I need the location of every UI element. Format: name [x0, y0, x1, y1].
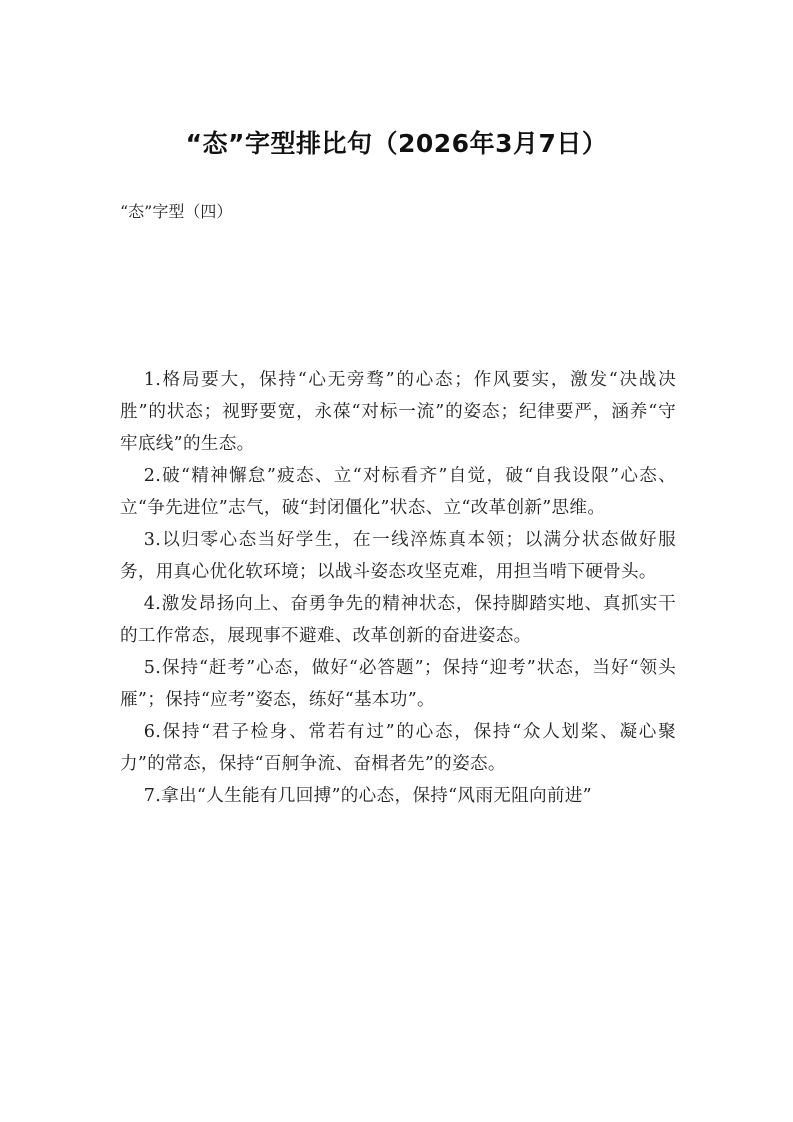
document-subtitle: “态”字型（四）: [120, 202, 233, 221]
document-title: “态”字型排比句（2026年3月7日）: [185, 129, 608, 158]
paragraph-6: 6.保持“君子检身、常若有过”的心态，保持“众人划桨、凝心聚力”的常态，保持“百舸争流、奋楫者先”的姿态。: [120, 722, 676, 774]
paragraph-5: 5.保持“赶考”心态，做好“必答题”；保持“迎考”状态，当好“领头雁”；保持“应考”姿态，练好“基本功”。: [120, 658, 676, 710]
paragraph-4: 4.激发昂扬向上、奋勇争先的精神状态，保持脚踏实地、真抓实干的工作常态，展现事不避难、改革创新的奋进姿态。: [120, 594, 676, 646]
paragraph-3: 3.以归零心态当好学生，在一线淬炼真本领；以满分状态做好服务，用真心优化软环境；以战斗姿态攻坚克难，用担当啃下硬骨头。: [120, 530, 676, 582]
paragraph-7: 7.拿出“人生能有几回搏”的心态，保持“风雨无阻向前进”: [143, 786, 592, 806]
document-body: [120, 364, 676, 812]
paragraph-2: 2.破“精神懈怠”疲态、立“对标看齐”自觉，破“自我设限”心态、立“争先进位”志气，破“封闭僵化”状态、立“改革创新”思维。: [120, 466, 676, 518]
paragraph-1: 1.格局要大，保持“心无旁骛”的心态；作风要实，激发“决战决胜”的状态；视野要宽，永葆“对标一流”的姿态；纪律要严，涵养“守牢底线”的生态。: [120, 370, 676, 454]
